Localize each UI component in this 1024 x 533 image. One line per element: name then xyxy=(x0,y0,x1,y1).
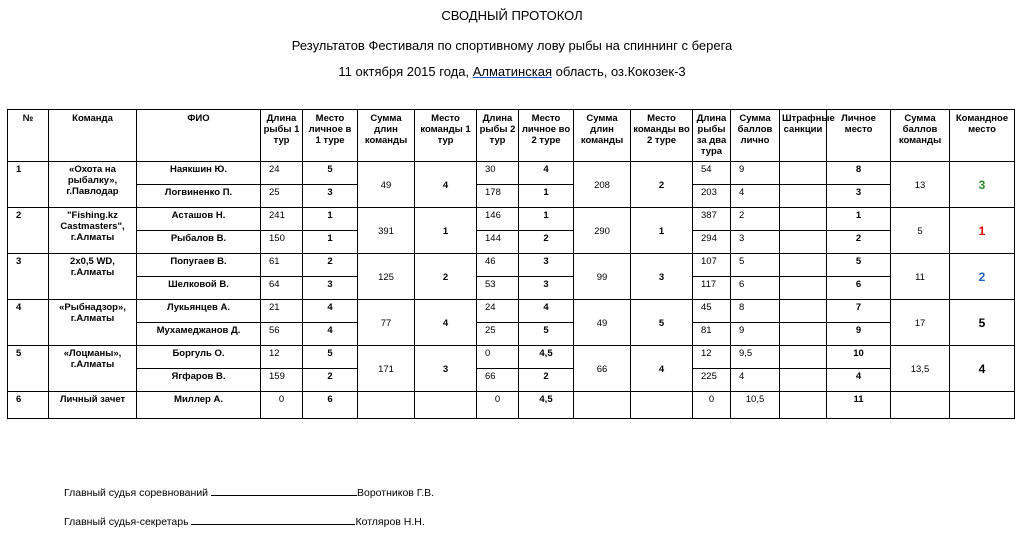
team-sum-round1: 49 xyxy=(358,162,415,208)
place-name: Алматинская xyxy=(472,64,552,79)
column-header: Место личное во 2 туре xyxy=(519,110,574,162)
column-header: Длина рыбы 2 тур xyxy=(477,110,519,162)
column-header: Сумма баллов лично xyxy=(731,110,780,162)
personal-place: 8 xyxy=(827,162,891,185)
team-place-round1: 4 xyxy=(415,300,477,346)
team-sum-round1: 77 xyxy=(358,300,415,346)
fish-length-round2: 146 xyxy=(477,208,519,231)
penalty xyxy=(780,254,827,277)
header-row xyxy=(8,110,1015,162)
column-header: Длина рыбы 1 тур xyxy=(261,110,303,162)
team-name: 2x0,5 WD, г.Алматы xyxy=(49,254,137,300)
fish-length-round1: 61 xyxy=(261,254,303,277)
fish-length-round1: 25 xyxy=(261,185,303,208)
fish-length-total: 81 xyxy=(693,323,731,346)
team-sum-round2: 66 xyxy=(574,346,631,392)
team-place-round2: 1 xyxy=(631,208,693,254)
table-row xyxy=(8,346,1015,369)
personal-place-round2: 2 xyxy=(519,369,574,392)
fish-length-round2: 0 xyxy=(477,392,519,419)
team-number: 6 xyxy=(8,392,49,419)
team-place: 2 xyxy=(950,254,1015,300)
personal-place-round2: 3 xyxy=(519,254,574,277)
participant-name: Лукьянцев А. xyxy=(137,300,261,323)
penalty xyxy=(780,231,827,254)
personal-place: 1 xyxy=(827,208,891,231)
fish-length-round2: 46 xyxy=(477,254,519,277)
table-row xyxy=(8,277,1015,300)
document-title: СВОДНЫЙ ПРОТОКОЛ xyxy=(441,8,583,23)
fish-length-total: 54 xyxy=(693,162,731,185)
document-subtitle: Результатов Фестиваля по спортивному лову рыбы на спиннинг с берега xyxy=(291,38,733,53)
team-place: 1 xyxy=(950,208,1015,254)
team-points xyxy=(891,392,950,419)
table-row xyxy=(8,185,1015,208)
signature-role: Главный судья-секретарь xyxy=(64,516,189,528)
column-header: № xyxy=(8,110,49,162)
fish-length-round1: 12 xyxy=(261,346,303,369)
fish-length-round1: 150 xyxy=(261,231,303,254)
personal-place-round1: 4 xyxy=(303,323,358,346)
team-name: Личный зачет xyxy=(49,392,137,419)
participant-name: Мухамеджанов Д. xyxy=(137,323,261,346)
personal-place-round2: 5 xyxy=(519,323,574,346)
team-place xyxy=(950,392,1015,419)
penalty xyxy=(780,300,827,323)
table-row xyxy=(8,162,1015,185)
personal-place-round1: 2 xyxy=(303,369,358,392)
signature-name: Котляров Н.Н. xyxy=(355,516,425,528)
table-row xyxy=(8,208,1015,231)
participant-name: Логвиненко П. xyxy=(137,185,261,208)
personal-place: 11 xyxy=(827,392,891,419)
secretary-judge-signature xyxy=(64,515,425,528)
team-place: 5 xyxy=(950,300,1015,346)
participant-name: Рыбалов В. xyxy=(137,231,261,254)
fish-length-round1: 159 xyxy=(261,369,303,392)
column-header: Сумма длин команды xyxy=(574,110,631,162)
personal-place: 5 xyxy=(827,254,891,277)
penalty xyxy=(780,162,827,185)
team-place-round1: 4 xyxy=(415,162,477,208)
fish-length-total: 45 xyxy=(693,300,731,323)
team-place-round2 xyxy=(631,392,693,419)
personal-score: 4 xyxy=(731,185,780,208)
team-place-round1 xyxy=(415,392,477,419)
personal-place-round2: 2 xyxy=(519,231,574,254)
participant-name: Попугаев В. xyxy=(137,254,261,277)
table-row xyxy=(8,369,1015,392)
team-points: 13,5 xyxy=(891,346,950,392)
column-header: Команда xyxy=(49,110,137,162)
personal-score: 5 xyxy=(731,254,780,277)
team-sum-round2 xyxy=(574,392,631,419)
personal-score: 9 xyxy=(731,162,780,185)
team-sum-round1: 391 xyxy=(358,208,415,254)
team-points: 13 xyxy=(891,162,950,208)
fish-length-total: 294 xyxy=(693,231,731,254)
table-row xyxy=(8,231,1015,254)
team-points: 5 xyxy=(891,208,950,254)
team-place-round2: 2 xyxy=(631,162,693,208)
fish-length-total: 225 xyxy=(693,369,731,392)
team-number: 1 xyxy=(8,162,49,208)
participant-name: Боргуль О. xyxy=(137,346,261,369)
personal-place-round1: 1 xyxy=(303,208,358,231)
personal-place-round2: 4,5 xyxy=(519,346,574,369)
column-header: Место команды во 2 туре xyxy=(631,110,693,162)
column-header: ФИО xyxy=(137,110,261,162)
column-header: Длина рыбы за два тура xyxy=(693,110,731,162)
fish-length-round2: 178 xyxy=(477,185,519,208)
fish-length-round2: 24 xyxy=(477,300,519,323)
column-header: Место личное в 1 туре xyxy=(303,110,358,162)
personal-place-round2: 1 xyxy=(519,185,574,208)
personal-place: 9 xyxy=(827,323,891,346)
personal-place-round2: 4,5 xyxy=(519,392,574,419)
column-header: Сумма баллов команды xyxy=(891,110,950,162)
team-sum-round1 xyxy=(358,392,415,419)
participant-name: Шелковой В. xyxy=(137,277,261,300)
date-text: 11 октября 2015 года, xyxy=(338,64,473,79)
penalty xyxy=(780,185,827,208)
column-header: Сумма длин команды xyxy=(358,110,415,162)
penalty xyxy=(780,369,827,392)
personal-place-round1: 6 xyxy=(303,392,358,419)
team-name: «Рыбнадзор», г.Алматы xyxy=(49,300,137,346)
personal-score: 3 xyxy=(731,231,780,254)
personal-score: 6 xyxy=(731,277,780,300)
personal-place: 3 xyxy=(827,185,891,208)
personal-score: 9,5 xyxy=(731,346,780,369)
fish-length-round2: 30 xyxy=(477,162,519,185)
table-row xyxy=(8,323,1015,346)
team-place-round2: 5 xyxy=(631,300,693,346)
team-place-round2: 4 xyxy=(631,346,693,392)
column-header: Командное место xyxy=(950,110,1015,162)
signature-line xyxy=(191,515,355,525)
personal-place: 10 xyxy=(827,346,891,369)
fish-length-round2: 0 xyxy=(477,346,519,369)
personal-place-round2: 4 xyxy=(519,300,574,323)
personal-place-round2: 3 xyxy=(519,277,574,300)
fish-length-round1: 24 xyxy=(261,162,303,185)
team-place: 3 xyxy=(950,162,1015,208)
fish-length-round1: 64 xyxy=(261,277,303,300)
fish-length-round2: 144 xyxy=(477,231,519,254)
table-body xyxy=(8,162,1015,419)
personal-place-round1: 4 xyxy=(303,300,358,323)
personal-place-round1: 5 xyxy=(303,346,358,369)
personal-place-round2: 1 xyxy=(519,208,574,231)
fish-length-total: 117 xyxy=(693,277,731,300)
personal-place: 6 xyxy=(827,277,891,300)
place-rest: область, оз.Кокозек-3 xyxy=(551,64,686,79)
personal-place: 7 xyxy=(827,300,891,323)
column-header: Место команды 1 тур xyxy=(415,110,477,162)
personal-place-round2: 4 xyxy=(519,162,574,185)
team-sum-round2: 208 xyxy=(574,162,631,208)
fish-length-total: 12 xyxy=(693,346,731,369)
column-header: Штрафные санкции xyxy=(780,110,827,162)
team-number: 5 xyxy=(8,346,49,392)
team-sum-round1: 125 xyxy=(358,254,415,300)
table-row xyxy=(8,254,1015,277)
penalty xyxy=(780,346,827,369)
penalty xyxy=(780,208,827,231)
personal-score: 4 xyxy=(731,369,780,392)
personal-place-round1: 3 xyxy=(303,185,358,208)
table-row xyxy=(8,392,1015,419)
personal-score: 8 xyxy=(731,300,780,323)
personal-score: 9 xyxy=(731,323,780,346)
participant-name: Ягфаров В. xyxy=(137,369,261,392)
team-sum-round1: 171 xyxy=(358,346,415,392)
team-sum-round2: 99 xyxy=(574,254,631,300)
column-header: Личное место xyxy=(827,110,891,162)
team-place-round1: 1 xyxy=(415,208,477,254)
results-table xyxy=(7,109,1015,419)
fish-length-round1: 241 xyxy=(261,208,303,231)
signature-name: Воротников Г.В. xyxy=(356,487,435,499)
date-place-line xyxy=(0,64,1024,79)
team-place-round1: 2 xyxy=(415,254,477,300)
penalty xyxy=(780,392,827,419)
personal-score: 2 xyxy=(731,208,780,231)
team-number: 3 xyxy=(8,254,49,300)
team-sum-round2: 290 xyxy=(574,208,631,254)
personal-place-round1: 5 xyxy=(303,162,358,185)
fish-length-round1: 56 xyxy=(261,323,303,346)
fish-length-total: 107 xyxy=(693,254,731,277)
chief-judge-signature xyxy=(64,486,434,499)
personal-place-round1: 2 xyxy=(303,254,358,277)
fish-length-round2: 53 xyxy=(477,277,519,300)
fish-length-total: 387 xyxy=(693,208,731,231)
signature-role: Главный судья соревнований xyxy=(64,487,209,499)
team-number: 2 xyxy=(8,208,49,254)
team-place-round1: 3 xyxy=(415,346,477,392)
team-name: «Охота на рыбалку», г.Павлодар xyxy=(49,162,137,208)
fish-length-total: 0 xyxy=(693,392,731,419)
penalty xyxy=(780,323,827,346)
team-place: 4 xyxy=(950,346,1015,392)
team-points: 11 xyxy=(891,254,950,300)
fish-length-round1: 0 xyxy=(261,392,303,419)
personal-place: 4 xyxy=(827,369,891,392)
personal-place-round1: 3 xyxy=(303,277,358,300)
personal-place-round1: 1 xyxy=(303,231,358,254)
personal-score: 10,5 xyxy=(731,392,780,419)
fish-length-total: 203 xyxy=(693,185,731,208)
penalty xyxy=(780,277,827,300)
fish-length-round1: 21 xyxy=(261,300,303,323)
personal-place: 2 xyxy=(827,231,891,254)
team-place-round2: 3 xyxy=(631,254,693,300)
team-name: «Лоцманы», г.Алматы xyxy=(49,346,137,392)
team-name: "Fishing.kz Castmasters", г.Алматы xyxy=(49,208,137,254)
team-points: 17 xyxy=(891,300,950,346)
fish-length-round2: 25 xyxy=(477,323,519,346)
signature-line xyxy=(211,486,357,496)
team-sum-round2: 49 xyxy=(574,300,631,346)
team-number: 4 xyxy=(8,300,49,346)
fish-length-round2: 66 xyxy=(477,369,519,392)
table-row xyxy=(8,300,1015,323)
participant-name: Наякшин Ю. xyxy=(137,162,261,185)
participant-name: Миллер А. xyxy=(137,392,261,419)
participant-name: Асташов Н. xyxy=(137,208,261,231)
